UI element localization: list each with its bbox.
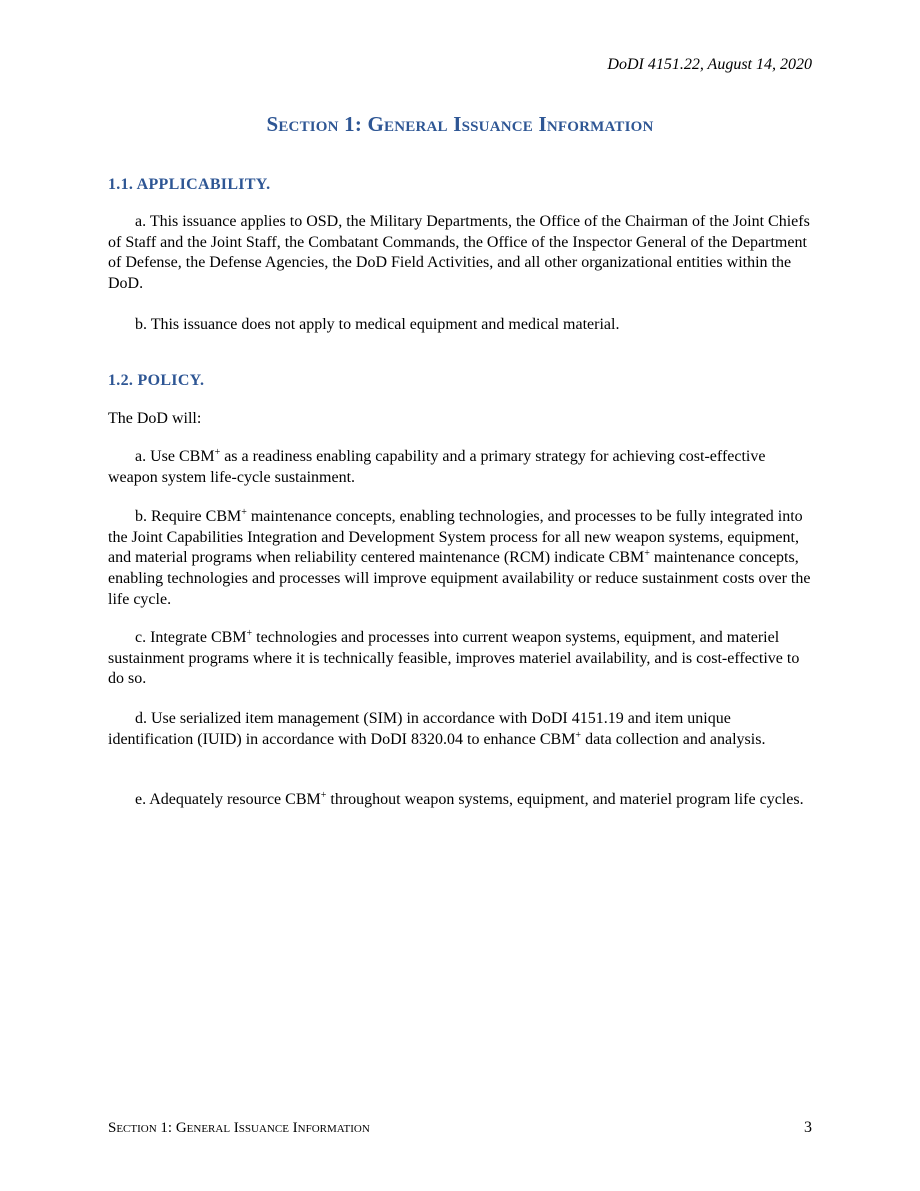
policy-paragraph-a	[108, 447, 812, 488]
applicability-paragraph-a: a. This issuance applies to OSD, the Military Departments, the Office of the Chairman of the Joint Chiefs of Staff and the Joint Staff, the Combatant Commands, the Office of the Inspector General of the Department of Defense, the Defense Agencies, the DoD Field Activities, and all other organizational entities within the DoD.	[108, 213, 810, 293]
policy-d-text-post: data collection and analysis.	[581, 730, 766, 748]
policy-c-superscript: +	[246, 628, 253, 639]
policy-b-superscript-1: +	[241, 507, 247, 518]
policy-c-text-pre: c. Integrate CBM	[135, 629, 247, 646]
footer-section-label: Section 1: General Issuance Information	[108, 1120, 370, 1136]
policy-paragraph-d	[108, 709, 812, 750]
policy-a-text-post: as a readiness enabling capability and a primary strategy for achieving cost-effective weapon system life-cycle sustainment.	[108, 448, 766, 486]
policy-intro: The DoD will:	[108, 410, 202, 427]
policy-b-text-post: maintenance concepts, enabling technologies and processes will improve equipment availability or reduce sustainment costs over the life cycle.	[108, 549, 811, 608]
policy-paragraph-b	[108, 507, 812, 611]
policy-e-text-pre: e. Adequately resource CBM	[135, 791, 321, 808]
running-head: DoDI 4151.22, August 14, 2020	[607, 56, 812, 73]
policy-a-superscript: +	[214, 447, 221, 458]
policy-b-text-mid: maintenance concepts, enabling technologies, and processes to be fully integrated into the Joint Capabilities Integration and Development System process for all new weapon systems, equipment, and material programs when reliability centered maintenance (RCM) indicate CBM	[108, 508, 803, 567]
policy-a-text-pre: a. Use CBM	[135, 448, 215, 465]
policy-e-superscript: +	[320, 790, 327, 801]
page-number: 3	[804, 1119, 812, 1136]
policy-b-text-pre: b. Require CBM	[135, 508, 242, 525]
policy-paragraph-e	[108, 790, 812, 811]
policy-c-text-post: technologies and processes into current weapon systems, equipment, and materiel sustainment programs where it is technically feasible, improves materiel availability, and is cost-effective to do so.	[108, 629, 800, 688]
heading-policy: 1.2. POLICY.	[108, 372, 205, 389]
policy-d-text-pre: d. Use serialized item management (SIM) in accordance with DoDI 4151.19 and item unique identification (IUID) in accordance with DoDI 8320.04 to enhance CBM	[108, 710, 731, 748]
section-title: Section 1: General Issuance Information	[266, 112, 654, 136]
heading-applicability: 1.1. APPLICABILITY.	[108, 176, 271, 193]
applicability-paragraph-b: b. This issuance does not apply to medical equipment and medical material.	[135, 316, 620, 333]
policy-b-superscript-2: +	[644, 548, 650, 560]
policy-d-superscript: +	[575, 729, 582, 741]
policy-paragraph-c	[108, 628, 812, 690]
policy-e-text-post: throughout weapon systems, equipment, and materiel program life cycles.	[326, 791, 804, 808]
